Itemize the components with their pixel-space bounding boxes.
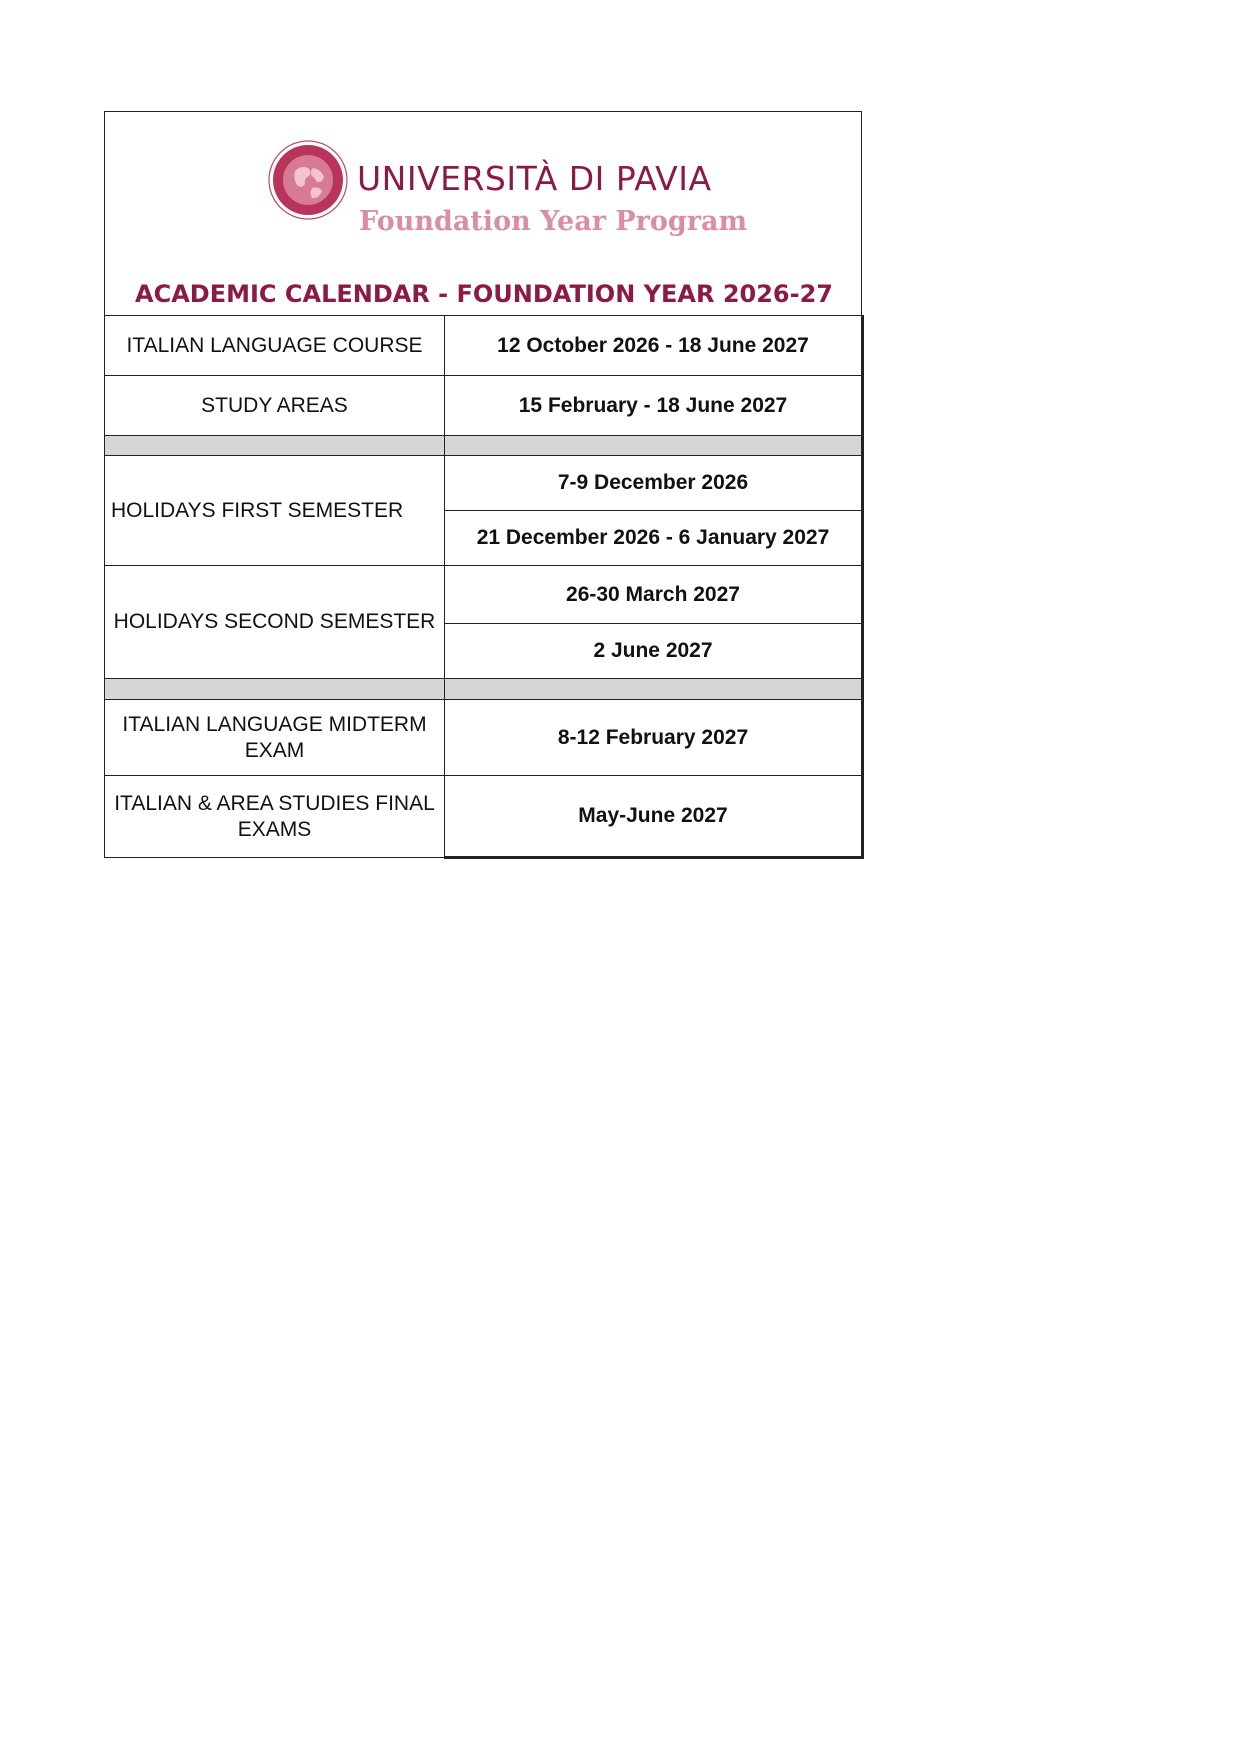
header-box	[104, 111, 862, 315]
row-dates-holidays-first-2: 21 December 2026 - 6 January 2027	[445, 511, 863, 566]
row-dates-study-areas: 15 February - 18 June 2027	[445, 376, 863, 436]
table-row	[105, 316, 863, 376]
row-dates-holidays-second-1: 26-30 March 2027	[445, 566, 863, 624]
row-dates-final-exams: May-June 2027	[445, 776, 863, 858]
university-seal-logo	[268, 140, 348, 220]
row-dates-holidays-first-1: 7-9 December 2026	[445, 456, 863, 511]
row-dates-midterm-exam: 8-12 February 2027	[445, 700, 863, 776]
table-row	[105, 700, 863, 776]
row-label-final-exams: ITALIAN & AREA STUDIES FINAL EXAMS	[105, 776, 445, 858]
brand-name: UNIVERSITÀ DI PAVIA	[357, 159, 712, 198]
row-label-study-areas: STUDY AREAS	[105, 376, 445, 436]
row-label-midterm-exam: ITALIAN LANGUAGE MIDTERM EXAM	[105, 700, 445, 776]
spacer-cell	[105, 679, 445, 700]
spacer-row	[105, 679, 863, 700]
page-title: ACADEMIC CALENDAR - FOUNDATION YEAR 2026-27	[135, 280, 833, 308]
spacer-row	[105, 436, 863, 456]
table-row	[105, 566, 863, 624]
row-label-holidays-first: HOLIDAYS FIRST SEMESTER	[105, 456, 445, 566]
table-row	[105, 456, 863, 511]
table-row	[105, 776, 863, 858]
row-label-holidays-second: HOLIDAYS SECOND SEMESTER	[105, 566, 445, 679]
table-row	[105, 376, 863, 436]
row-dates-holidays-second-2: 2 June 2027	[445, 624, 863, 679]
program-name: Foundation Year Program	[359, 206, 748, 237]
row-dates-italian-course: 12 October 2026 - 18 June 2027	[445, 316, 863, 376]
row-label-italian-course: ITALIAN LANGUAGE COURSE	[105, 316, 445, 376]
spacer-cell	[445, 679, 863, 700]
calendar-table	[104, 315, 864, 859]
calendar-sheet	[104, 111, 866, 865]
spacer-cell	[105, 436, 445, 456]
spacer-cell	[445, 436, 863, 456]
